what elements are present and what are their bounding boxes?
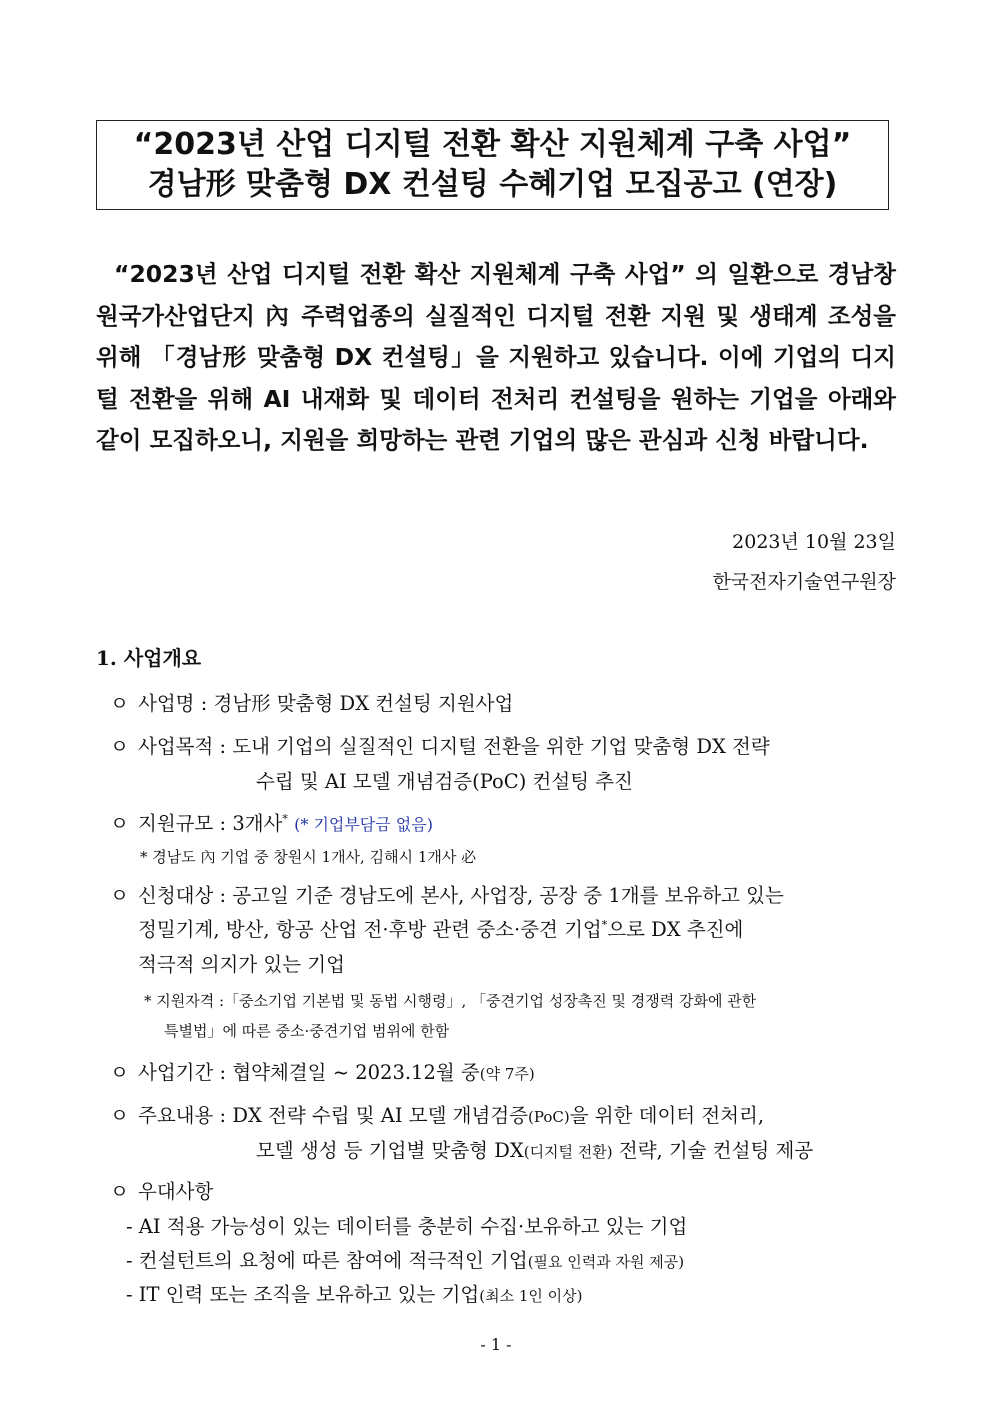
- item-period: [110, 1057, 535, 1085]
- target-text: 신청대상 : 공고일 기준 경남도에 본사, 사업장, 공장 중 1개를 보유하고 있는: [138, 884, 784, 907]
- item-target: [110, 880, 784, 908]
- content-small-a: (PoC): [528, 1108, 570, 1126]
- preference-item-2: [126, 1245, 684, 1273]
- bullet-icon: ㅇ: [110, 884, 129, 907]
- qualification-note: * 지원자격 :「중소기업 기본법 및 동법 시행령」, 「중견기업 성장촉진 및 경쟁력 강화에 관한: [144, 992, 757, 1010]
- target-footnote-mark: *: [601, 918, 608, 932]
- period-text: 사업기간 : 협약체결일 ~ 2023.12월 중: [138, 1061, 480, 1084]
- item-project-name: [110, 688, 513, 716]
- purpose-continued: 수립 및 AI 모델 개념검증(PoC) 컨설팅 추진: [256, 770, 633, 793]
- bullet-icon: ㅇ: [110, 735, 129, 758]
- target-continued-2: 적극적 의지가 있는 기업: [138, 953, 345, 976]
- scale-note: (* 기업부담금 없음): [294, 815, 433, 834]
- project-name-text: 사업명 : 경남形 맞춤형 DX 컨설팅 지원사업: [138, 692, 514, 715]
- purpose-text: 사업목적 : 도내 기업의 실질적인 디지털 전환을 위한 기업 맞춤형 DX 전략: [138, 735, 770, 758]
- bullet-icon: ㅇ: [110, 1061, 129, 1084]
- bullet-icon: ㅇ: [110, 1180, 129, 1203]
- preference-item-2-text: - 컨설턴트의 요청에 따른 참여에 적극적인 기업: [126, 1249, 528, 1272]
- preference-item-3-text: - IT 인력 또는 조직을 보유하고 있는 기업: [126, 1283, 480, 1306]
- content-line-2b: 전략, 기술 컨설팅 제공: [612, 1139, 814, 1162]
- scale-text: 지원규모 : 3개사: [138, 812, 283, 835]
- period-small: (약 7주): [479, 1065, 535, 1083]
- section-heading: 1. 사업개요: [96, 646, 202, 670]
- qualification-note-2: 특별법」에 따른 중소·중견기업 범위에 한함: [164, 1022, 450, 1040]
- content-line-2a: 모델 생성 등 기업별 맞춤형 DX: [256, 1139, 524, 1162]
- preference-heading: 우대사항: [138, 1180, 214, 1203]
- target-line-2a: 정밀기계, 방산, 항공 산업 전·후방 관련 중소·중견 기업: [138, 918, 602, 941]
- content-continued: [256, 1135, 813, 1163]
- bullet-icon: ㅇ: [110, 1104, 129, 1127]
- content-small-b: (디지털 전환): [523, 1143, 613, 1161]
- preference-item-2-small: (필요 인력과 자원 제공): [527, 1253, 685, 1271]
- preference-item-3: [126, 1279, 582, 1307]
- content-text-b: 을 위한 데이터 전처리,: [569, 1104, 765, 1127]
- issuing-organization: 한국전자기술연구원장: [712, 571, 896, 593]
- item-content: [110, 1100, 764, 1128]
- scale-footnote-mark: *: [282, 812, 288, 826]
- item-preference: [110, 1176, 213, 1204]
- bullet-icon: ㅇ: [110, 812, 129, 835]
- announcement-date: 2023년 10월 23일: [732, 531, 896, 553]
- title-line-2: 경남形 맞춤형 DX 컨설팅 수혜기업 모집공고 (연장): [147, 167, 838, 202]
- item-scale: [110, 808, 433, 836]
- bullet-icon: ㅇ: [110, 692, 129, 715]
- title-line-1: “2023년 산업 디지털 전환 확산 지원체계 구축 사업”: [133, 127, 852, 162]
- intro-paragraph: “2023년 산업 디지털 전환 확산 지원체계 구축 사업” 의 일환으로 경남창원국가산업단지 內 주력업종의 실질적인 디지털 전환 지원 및 생태계 조성을 위해 「경남形 맞춤형 DX 컨설팅」을 지원하고 있습니다. 이에 기업의 디지털 전환을 위해 AI 내재화 및 데이터 전처리 컨설팅을 원하는 기업을 아래와 같이 모집하오니, 지원을 희망하는 관련 기업의 많은 관심과 신청 바랍니다.: [96, 260, 896, 454]
- target-line-2b: 으로 DX 추진에: [607, 918, 744, 941]
- content-text-a: 주요내용 : DX 전략 수립 및 AI 모델 개념검증: [138, 1104, 529, 1127]
- preference-item-1: - AI 적용 가능성이 있는 데이터를 충분히 수집·보유하고 있는 기업: [126, 1215, 688, 1238]
- scale-subnote: * 경남도 內 기업 중 창원시 1개사, 김해시 1개사 必: [140, 848, 477, 866]
- preference-item-3-small: (최소 1인 이상): [479, 1287, 583, 1305]
- target-continued: [138, 914, 743, 942]
- page-number: - 1 -: [480, 1335, 512, 1354]
- item-purpose: [110, 731, 770, 759]
- title-box: [96, 120, 889, 210]
